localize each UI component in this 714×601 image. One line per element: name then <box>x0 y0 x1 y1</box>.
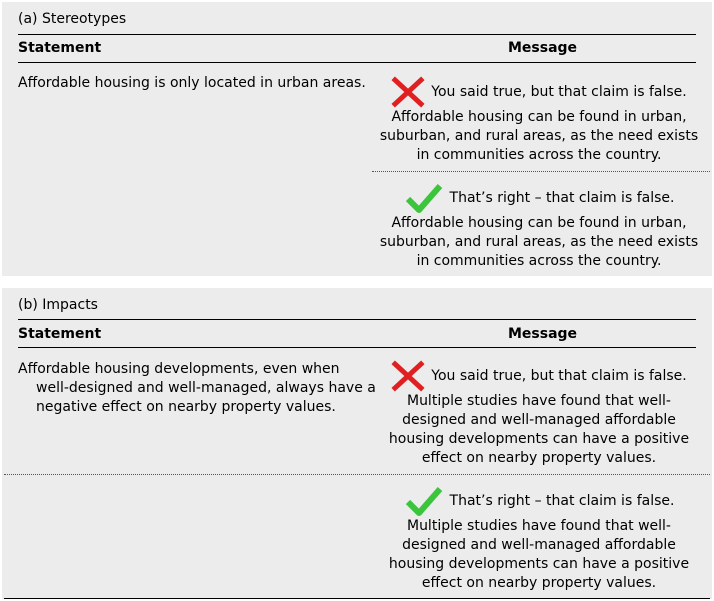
column-header-statement: Statement <box>18 40 102 56</box>
row-divider <box>4 474 710 475</box>
explanation-line: in communities across the country. <box>416 253 662 269</box>
explanation-line: designed and well-managed affordable <box>402 412 676 428</box>
column-header-message: Message <box>508 326 578 342</box>
response-incorrect <box>374 76 704 165</box>
verdict-text: You said true, but that claim is false. <box>431 367 687 384</box>
explanation-line: Multiple studies have found that well- <box>406 393 671 409</box>
green-check-icon <box>404 485 444 517</box>
top-rule <box>18 319 696 320</box>
divider <box>372 171 710 172</box>
explanation-line: Affordable housing can be found in urban, <box>391 215 687 231</box>
column-header-message: Message <box>508 40 578 56</box>
explanation-line: designed and well-managed affordable <box>402 537 676 553</box>
panel-title: (a) Stereotypes <box>18 11 127 27</box>
header-rule <box>18 347 696 348</box>
statement-text <box>18 360 378 417</box>
response-correct <box>374 485 704 593</box>
statement-line: well-designed and well-managed, always have a <box>36 380 376 396</box>
statement-line: negative effect on nearby property values. <box>36 399 336 415</box>
panel-stereotypes <box>2 2 712 276</box>
panel-impacts <box>2 288 712 599</box>
explanation-line: housing developments can have a positive <box>388 431 690 447</box>
response-correct <box>374 182 704 271</box>
green-check-icon <box>404 182 444 214</box>
explanation-line: suburban, and rural areas, as the need exists <box>379 128 699 144</box>
column-header-statement: Statement <box>18 326 102 342</box>
explanation-line: in communities across the country. <box>416 147 662 163</box>
explanation-line: Multiple studies have found that well- <box>406 518 671 534</box>
explanation-line: housing developments can have a positive <box>388 556 690 572</box>
response-incorrect <box>374 360 704 468</box>
explanation-line: effect on nearby property values. <box>421 450 657 466</box>
red-x-icon <box>391 360 425 392</box>
explanation-line: effect on nearby property values. <box>421 575 657 591</box>
red-x-icon <box>391 76 425 108</box>
top-rule <box>18 34 696 35</box>
verdict-text: That’s right – that claim is false. <box>449 189 675 206</box>
header-rule <box>18 62 696 63</box>
statement-line: Affordable housing developments, even when <box>18 361 340 377</box>
explanation-line: suburban, and rural areas, as the need exists <box>379 234 699 250</box>
statement-text: Affordable housing is only located in urban areas. <box>18 75 366 91</box>
explanation-line: Affordable housing can be found in urban, <box>391 109 687 125</box>
verdict-text: You said true, but that claim is false. <box>431 83 687 100</box>
bottom-rule <box>4 598 710 599</box>
verdict-text: That’s right – that claim is false. <box>449 492 675 509</box>
panel-title: (b) Impacts <box>18 297 98 313</box>
